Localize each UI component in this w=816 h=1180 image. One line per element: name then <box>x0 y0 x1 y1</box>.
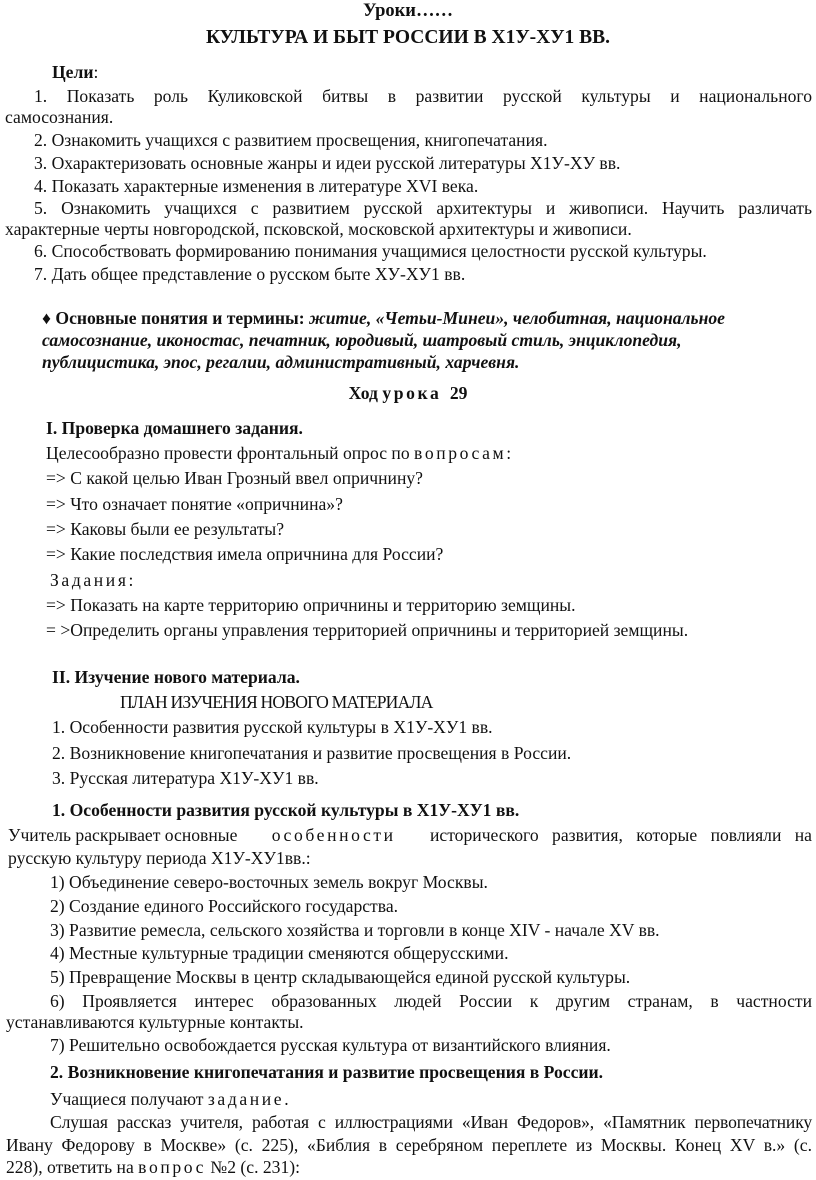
terms-line1 <box>42 310 725 328</box>
goal-7: 7. Дать общее представление о русском быте ХУ-ХУ1 вв. <box>34 264 466 284</box>
plan-title: ПЛАН ИЗУЧЕНИЯ НОВОГО МАТЕРИАЛА <box>120 692 433 712</box>
subsection2-task-word: задание <box>207 1089 285 1109</box>
subsection1-intro-post: исторического развития, которые повлияли на <box>430 825 812 845</box>
subsection2-para-line3-pre: 228), ответить на <box>6 1157 134 1177</box>
feature-2: 2) Создание единого Российского государства. <box>50 896 399 916</box>
subsection2-para-line3-word: вопрос <box>138 1157 207 1177</box>
feature-6-line1: 6) Проявляется интерес образованных людей России к другим странам, в частности <box>50 991 812 1011</box>
terms-label: Основные понятия и термины: <box>55 308 305 328</box>
terms-line3: публицистика, эпос, регалии, административный, харчевня. <box>42 352 520 372</box>
section2-heading: II. Изучение нового материала. <box>52 667 300 687</box>
task-1: => Показать на карте территорию опричнины и территорию земщины. <box>46 595 576 615</box>
goal-1-line1: 1. Показать роль Куликовской битвы в развитии русской культуры и национального <box>34 86 812 106</box>
goal-4: 4. Показать характерные изменения в литературе XVI века. <box>34 176 479 196</box>
goal-5-line1: 5. Ознакомить учащихся с развитием русской архитектуры и живописи. Научить различать <box>34 198 812 218</box>
page-title: КУЛЬТУРА И БЫТ РОССИИ В Х1У-ХУ1 ВВ. <box>205 27 611 48</box>
subsection1-intro-word: особенности <box>271 825 396 845</box>
section1-intro-post: : <box>506 443 512 463</box>
feature-3: 3) Развитие ремесла, сельского хозяйства и торговли в конце XIV - начале XV вв. <box>50 920 660 940</box>
feature-7: 7) Решительно освобождается русская культура от византийского влияния. <box>50 1035 611 1055</box>
question-4: => Какие последствия имела опричнина для России? <box>46 544 444 564</box>
goal-1-line2: самосознания. <box>5 107 114 127</box>
subsection1-intro-pre: Учитель раскрывает основные <box>8 825 238 845</box>
goals-heading <box>52 64 98 82</box>
lesson-number: 29 <box>449 383 468 403</box>
subsection2-task-pre: Учащиеся получают <box>50 1089 204 1109</box>
lessons-label <box>0 2 816 21</box>
lesson-course-word: урока <box>382 383 442 403</box>
subsection2-para-line1: Слушая рассказ учителя, работая с иллюстрациями «Иван Федоров», «Памятник первопечатнику <box>50 1112 812 1132</box>
subsection2-task-post: . <box>284 1089 289 1109</box>
feature-5: 5) Превращение Москвы в центр складывающейся единой русской культуры. <box>50 967 631 987</box>
tasks-word: Задания <box>50 570 129 590</box>
goal-3: 3. Охарактеризовать основные жанры и идеи русской литературы Х1У-ХУ вв. <box>34 153 621 173</box>
subsection2-heading: 2. Возникновение книгопечатания и развитие просвещения в России. <box>50 1062 604 1082</box>
question-2: => Что означает понятие «опричнина»? <box>46 494 343 514</box>
subsection1-heading: 1. Особенности развития русской культуры в Х1У-ХУ1 вв. <box>52 800 520 820</box>
plan-item-2: 2. Возникновение книгопечатания и развитие просвещения в России. <box>52 743 572 763</box>
lesson-course-prefix: Ход <box>348 383 378 403</box>
section1-intro-word: вопросам <box>414 443 507 463</box>
subsection2-task <box>50 1091 289 1109</box>
terms-line2: самосознание, иконостас, печатник, юродивый, шатровый стиль, энциклопедия, <box>42 330 682 350</box>
goal-5-line2: характерные черты новгородской, псковской, московской архитектуры и живописи. <box>5 219 632 239</box>
diamond-bullet-icon: ♦ <box>42 308 51 328</box>
goals-label: Цели <box>52 62 94 82</box>
subsection2-para-line3 <box>6 1159 300 1177</box>
feature-1: 1) Объединение северо-восточных земель вокруг Москвы. <box>50 872 488 892</box>
section1-heading: I. Проверка домашнего задания. <box>46 418 303 438</box>
subsection1-intro-line1 <box>8 827 812 845</box>
question-3: => Каковы были ее результаты? <box>46 519 285 539</box>
lesson-course-heading <box>0 385 816 403</box>
goals-colon: : <box>93 62 99 82</box>
plan-item-1: 1. Особенности развития русской культуры в Х1У-ХУ1 вв. <box>52 717 493 737</box>
section1-intro <box>46 445 511 463</box>
tasks-colon: : <box>128 570 134 590</box>
terms-list-part1: житие, «Четьи-Минеи», челобитная, национальное <box>309 308 725 328</box>
goal-2: 2. Ознакомить учащихся с развитием просвещения, книгопечатания. <box>34 130 548 150</box>
subsection1-intro-line2: русскую культуру периода Х1У-ХУ1вв.: <box>8 848 311 868</box>
goal-6: 6. Способствовать формированию понимания учащимися целостности русской культуры. <box>34 241 707 261</box>
question-1: => С какой целью Иван Грозный ввел опричнину? <box>46 468 423 488</box>
plan-item-3: 3. Русская литература Х1У-ХУ1 вв. <box>52 768 319 788</box>
lessons-text: Уроки…… <box>363 1 453 21</box>
tasks-label <box>50 572 133 590</box>
subsection2-para-line2: Ивану Федорову в Москве» (с. 225), «Библия в серебряном переплете из Москвы. Конец XV в.» (с. <box>6 1135 812 1155</box>
task-2: = >Определить органы управления территорией опричнины и территорией земщины. <box>46 620 689 640</box>
section1-intro-pre: Целесообразно провести фронтальный опрос по <box>46 443 410 463</box>
feature-4: 4) Местные культурные традиции сменяются общерусскими. <box>50 943 509 963</box>
feature-6-line2: устанавливаются культурные контакты. <box>6 1012 304 1032</box>
subsection2-para-line3-post: №2 (с. 231): <box>210 1157 301 1177</box>
